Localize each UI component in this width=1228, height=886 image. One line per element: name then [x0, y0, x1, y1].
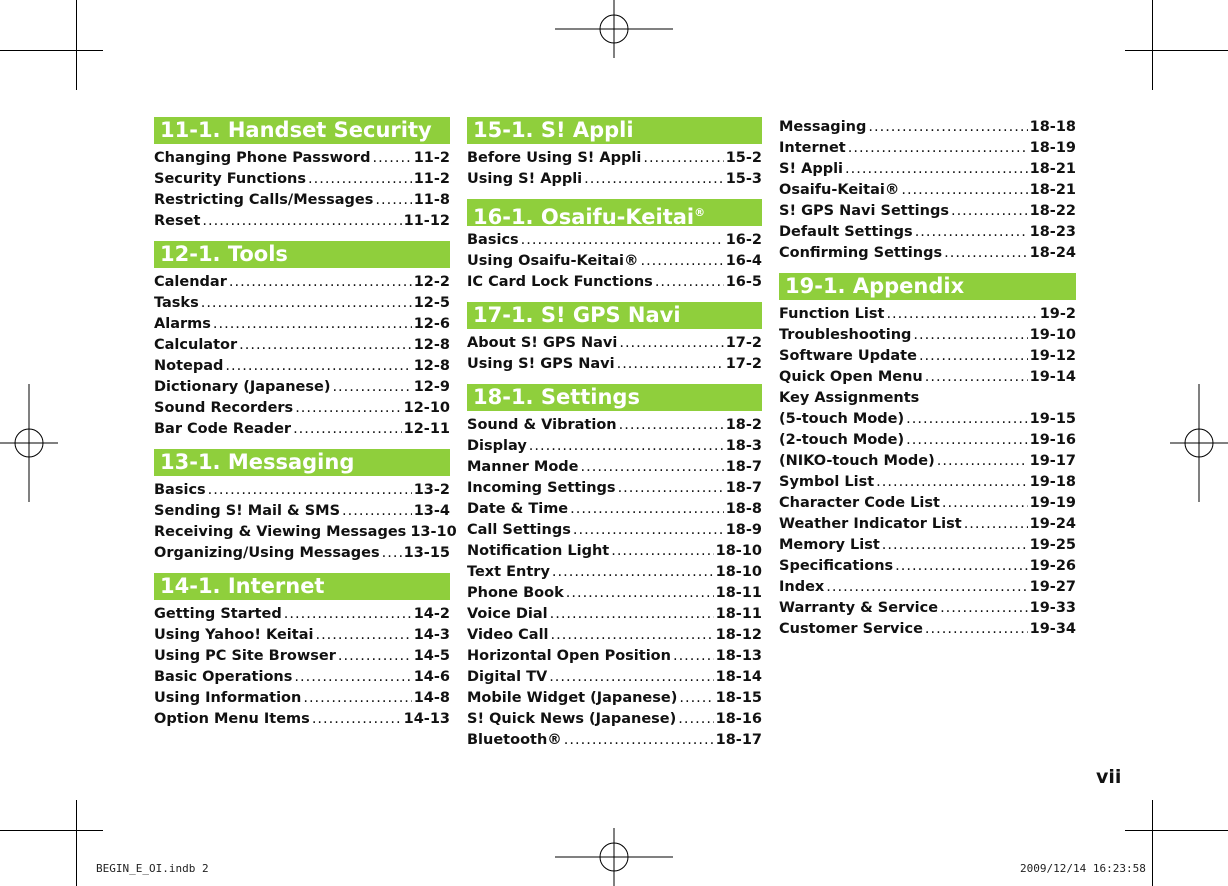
toc-entry-page: 16-4 — [725, 253, 762, 269]
section-heading: 11-1. Handset Security — [154, 117, 450, 144]
toc-entry-page: 17-2 — [725, 335, 762, 351]
dot-leader — [201, 293, 412, 314]
toc-entry[interactable] — [467, 667, 762, 688]
toc-entry-page: 18-23 — [1029, 224, 1076, 240]
dot-leader — [284, 604, 412, 625]
toc-entry-page: 18-19 — [1029, 140, 1076, 156]
toc-entry-title: Sound & Vibration — [467, 417, 617, 433]
dot-leader — [566, 583, 714, 604]
toc-entry-title: Voice Dial — [467, 606, 548, 622]
toc-entry[interactable] — [467, 520, 762, 541]
toc-entry-page: 18-17 — [715, 732, 762, 748]
toc-entry[interactable] — [467, 169, 762, 190]
dot-leader — [342, 501, 412, 522]
toc-entry-page: 11-8 — [413, 192, 450, 208]
dot-leader — [229, 272, 412, 293]
toc-entry-title: Bar Code Reader — [154, 421, 292, 437]
toc-entry-title: Software Update — [779, 348, 917, 364]
toc-entry[interactable] — [467, 251, 762, 272]
dot-leader — [640, 251, 723, 272]
toc-entry-title: Basics — [154, 482, 206, 498]
dot-leader — [619, 415, 724, 436]
toc-entry-title: Changing Phone Password — [154, 150, 371, 166]
toc-entry[interactable] — [154, 169, 450, 190]
toc-entry[interactable] — [779, 493, 1076, 514]
toc-entry-page: 16-5 — [725, 274, 762, 290]
toc-entry-page: 14-2 — [413, 606, 450, 622]
toc-entry[interactable] — [779, 304, 1076, 325]
toc-entry-title: Memory List — [779, 537, 880, 553]
toc-entry[interactable] — [779, 325, 1076, 346]
toc-entry-page: 18-8 — [725, 501, 762, 517]
toc-entry[interactable] — [154, 398, 450, 419]
toc-entry[interactable] — [467, 354, 762, 375]
toc-entry-title: Key Assignments — [779, 390, 920, 406]
toc-entry-page: 18-22 — [1029, 203, 1076, 219]
toc-entry-page: 14-13 — [403, 711, 450, 727]
toc-entry[interactable] — [779, 367, 1076, 388]
toc-entry-title: Organizing/Using Messages — [154, 545, 380, 561]
toc-entry-page: 14-8 — [413, 690, 450, 706]
toc-entry-title: Quick Open Menu — [779, 369, 923, 385]
toc-entry[interactable] — [779, 598, 1076, 619]
toc-entry-title: Internet — [779, 140, 846, 156]
toc-entry[interactable] — [467, 541, 762, 562]
toc-entry[interactable] — [154, 293, 450, 314]
toc-entry[interactable] — [779, 535, 1076, 556]
toc-entry-title: Index — [779, 579, 825, 595]
toc-entry-page: 15-3 — [725, 171, 762, 187]
toc-entry[interactable] — [467, 333, 762, 354]
toc-entry-title: Sound Recorders — [154, 400, 294, 416]
dot-leader — [564, 730, 714, 751]
toc-entry-page: 19-14 — [1029, 369, 1076, 385]
toc-entry-page: 19-26 — [1029, 558, 1076, 574]
toc-entry[interactable] — [467, 604, 762, 625]
toc-entry[interactable] — [779, 556, 1076, 577]
toc-entry-page: 13-4 — [413, 503, 450, 519]
toc-entry-title: Using PC Site Browser — [154, 648, 336, 664]
toc-entry-page: 12-8 — [413, 358, 450, 374]
toc-entry-page: 19-33 — [1029, 600, 1076, 616]
toc-entry[interactable] — [154, 501, 450, 522]
toc-entry[interactable] — [154, 667, 450, 688]
toc-entry[interactable] — [779, 117, 1076, 138]
toc-entry-page: 13-15 — [403, 545, 450, 561]
toc-column-1 — [154, 117, 457, 730]
toc-entry[interactable] — [467, 730, 762, 751]
toc-entry-page: 12-10 — [403, 400, 450, 416]
toc-entry-title: Security Functions — [154, 171, 306, 187]
toc-entry[interactable] — [779, 409, 1076, 430]
dot-leader — [293, 419, 402, 440]
toc-entry[interactable] — [779, 577, 1076, 598]
dot-leader — [303, 688, 411, 709]
dot-leader — [913, 325, 1027, 346]
toc-entry[interactable] — [779, 451, 1076, 472]
toc-entry-page: 18-10 — [715, 543, 762, 559]
dot-leader — [202, 211, 401, 232]
toc-entry-page: 19-27 — [1029, 579, 1076, 595]
dot-leader — [372, 148, 411, 169]
section-heading: 19-1. Appendix — [779, 273, 1076, 300]
dot-leader — [942, 493, 1028, 514]
toc-entry[interactable] — [779, 201, 1076, 222]
dot-leader — [617, 354, 724, 375]
toc-entry-page: 13-10 — [410, 524, 457, 540]
dot-leader — [679, 688, 713, 709]
toc-entry[interactable] — [154, 377, 450, 398]
dot-leader — [584, 169, 724, 190]
toc-entry[interactable] — [467, 478, 762, 499]
toc-entry[interactable] — [779, 159, 1076, 180]
toc-entry-title: Before Using S! Appli — [467, 150, 642, 166]
footer-timestamp: 2009/12/14 16:23:58 — [1020, 862, 1146, 875]
toc-entry-title: Tasks — [154, 295, 199, 311]
toc-entry-title: Confirming Settings — [779, 245, 943, 261]
toc-entry-title: (NIKO-touch Mode) — [779, 453, 935, 469]
toc-entry-title: Notepad — [154, 358, 224, 374]
dot-leader — [643, 148, 723, 169]
toc-entry-title: Sending S! Mail & SMS — [154, 503, 341, 519]
dot-leader — [552, 562, 714, 583]
dot-leader — [338, 646, 412, 667]
toc-entry[interactable] — [154, 190, 450, 211]
toc-entry-title: Weather Indicator List — [779, 516, 962, 532]
page-number: vii — [1096, 766, 1122, 788]
dot-leader — [826, 577, 1027, 598]
toc-entry-title: Digital TV — [467, 669, 548, 685]
toc-entry-page: 17-2 — [725, 356, 762, 372]
toc-entry[interactable] — [154, 522, 457, 543]
toc-entry-title: Using S! GPS Navi — [467, 356, 615, 372]
toc-entry-title: S! Quick News (Japanese) — [467, 711, 677, 727]
toc-entry-title: Messaging — [779, 119, 867, 135]
toc-entry[interactable] — [467, 457, 762, 478]
toc-entry-page: 18-11 — [715, 585, 762, 601]
toc-entry[interactable] — [467, 646, 762, 667]
toc-entry-page: 18-3 — [725, 438, 762, 454]
toc-entry[interactable] — [467, 272, 762, 293]
dot-leader — [529, 436, 724, 457]
toc-entry-page: 18-12 — [715, 627, 762, 643]
toc-entry-title: Date & Time — [467, 501, 569, 517]
toc-entry[interactable] — [779, 472, 1076, 493]
toc-entry-page: 11-2 — [413, 171, 450, 187]
toc-entry-title: Character Code List — [779, 495, 940, 511]
toc-entry[interactable] — [779, 388, 1076, 409]
toc-entry[interactable] — [467, 625, 762, 646]
dot-leader — [618, 478, 724, 499]
toc-entry-title: Call Settings — [467, 522, 571, 538]
section-heading: 18-1. Settings — [467, 384, 762, 411]
toc-entry[interactable] — [154, 211, 450, 232]
toc-entry-page: 18-13 — [715, 648, 762, 664]
dot-leader — [611, 541, 713, 562]
toc-entry-title: Mobile Widget (Japanese) — [467, 690, 678, 706]
toc-entry[interactable] — [779, 346, 1076, 367]
dot-leader — [895, 556, 1027, 577]
toc-entry-title: IC Card Lock Functions — [467, 274, 653, 290]
toc-entry-page: 13-2 — [413, 482, 450, 498]
toc-entry[interactable] — [467, 499, 762, 520]
toc-entry-page: 18-2 — [725, 417, 762, 433]
dot-leader — [549, 667, 713, 688]
toc-entry-page: 19-15 — [1029, 411, 1076, 427]
toc-entry[interactable] — [467, 562, 762, 583]
toc-entry-title: (5-touch Mode) — [779, 411, 905, 427]
toc-entry-title: Basic Operations — [154, 669, 293, 685]
toc-entry[interactable] — [467, 709, 762, 730]
toc-entry[interactable] — [154, 604, 450, 625]
toc-entry-page: 18-15 — [715, 690, 762, 706]
toc-entry-page: 19-17 — [1029, 453, 1076, 469]
toc-entry-page: 19-19 — [1029, 495, 1076, 511]
toc-entry[interactable] — [467, 583, 762, 604]
section-heading: 12-1. Tools — [154, 241, 450, 268]
toc-entry-title: Using Osaifu-Keitai® — [467, 253, 639, 269]
toc-entry-title: Video Call — [467, 627, 549, 643]
toc-entry-page: 19-10 — [1029, 327, 1076, 343]
toc-entry[interactable] — [779, 138, 1076, 159]
dot-leader — [239, 335, 412, 356]
toc-entry-title: Getting Started — [154, 606, 282, 622]
dot-leader — [906, 430, 1027, 451]
toc-entry[interactable] — [779, 222, 1076, 243]
toc-entry-page: 18-21 — [1029, 161, 1076, 177]
toc-entry-title: S! Appli — [779, 161, 844, 177]
toc-entry-page: 18-18 — [1029, 119, 1076, 135]
dot-leader — [375, 190, 411, 211]
toc-entry-page: 12-8 — [413, 337, 450, 353]
toc-entry[interactable] — [154, 625, 450, 646]
toc-entry-page: 11-2 — [413, 150, 450, 166]
toc-entry-page: 19-12 — [1029, 348, 1076, 364]
toc-entry-title: Text Entry — [467, 564, 550, 580]
dot-leader — [225, 356, 411, 377]
toc-entry-title: Using Information — [154, 690, 302, 706]
dot-leader — [213, 314, 412, 335]
toc-entry-page: 12-9 — [413, 379, 450, 395]
dot-leader — [925, 619, 1028, 640]
section-heading: 15-1. S! Appli — [467, 117, 762, 144]
toc-entry-title: Phone Book — [467, 585, 564, 601]
dot-leader — [886, 304, 1037, 325]
dot-leader — [655, 272, 724, 293]
toc-entry-page: 19-2 — [1039, 306, 1076, 322]
toc-entry[interactable] — [154, 480, 450, 501]
toc-entry-title: Using Yahoo! Keitai — [154, 627, 314, 643]
toc-entry-title: Alarms — [154, 316, 211, 332]
dot-leader — [944, 243, 1028, 264]
toc-entry-title: Manner Mode — [467, 459, 579, 475]
dot-leader — [915, 222, 1028, 243]
toc-entry[interactable] — [467, 688, 762, 709]
dot-leader — [925, 367, 1028, 388]
toc-entry-page: 18-9 — [725, 522, 762, 538]
section-heading: 17-1. S! GPS Navi — [467, 302, 762, 329]
dot-leader — [294, 667, 411, 688]
dot-leader — [901, 180, 1027, 201]
toc-entry-title: Customer Service — [779, 621, 923, 637]
toc-entry-title: Notification Light — [467, 543, 610, 559]
toc-entry-page: 18-21 — [1029, 182, 1076, 198]
toc-entry[interactable] — [154, 543, 450, 564]
toc-entry-page: 19-25 — [1029, 537, 1076, 553]
toc-entry[interactable] — [154, 356, 450, 377]
toc-entry-title: Dictionary (Japanese) — [154, 379, 331, 395]
toc-entry-title: Using S! Appli — [467, 171, 583, 187]
toc-entry-page: 18-7 — [725, 480, 762, 496]
toc-entry-title: Troubleshooting — [779, 327, 912, 343]
toc-entry-page: 18-14 — [715, 669, 762, 685]
toc-entry-title: Option Menu Items — [154, 711, 310, 727]
dot-leader — [673, 646, 714, 667]
toc-column-3 — [779, 117, 1076, 640]
dot-leader — [208, 480, 412, 501]
section-heading: 14-1. Internet — [154, 573, 450, 600]
dot-leader — [868, 117, 1027, 138]
toc-entry[interactable] — [154, 314, 450, 335]
dot-leader — [570, 499, 724, 520]
dot-leader — [940, 598, 1028, 619]
dot-leader — [551, 625, 714, 646]
toc-entry[interactable] — [154, 335, 450, 356]
toc-entry-title: Osaifu-Keitai® — [779, 182, 900, 198]
dot-leader — [315, 625, 411, 646]
dot-leader — [332, 377, 411, 398]
toc-entry[interactable] — [467, 148, 762, 169]
dot-leader — [619, 333, 723, 354]
toc-entry[interactable] — [779, 514, 1076, 535]
toc-entry-title: (2-touch Mode) — [779, 432, 905, 448]
toc-entry-title: Reset — [154, 213, 201, 229]
section-heading: 13-1. Messaging — [154, 449, 450, 476]
toc-entry-title: Symbol List — [779, 474, 875, 490]
toc-entry[interactable] — [467, 415, 762, 436]
dot-leader — [876, 472, 1027, 493]
toc-entry-title: Basics — [467, 232, 519, 248]
toc-entry-title: Horizontal Open Position — [467, 648, 671, 664]
toc-entry-page: 19-34 — [1029, 621, 1076, 637]
toc-entry-page: 19-18 — [1029, 474, 1076, 490]
toc-entry-title: Display — [467, 438, 527, 454]
dot-leader — [845, 159, 1028, 180]
toc-entry-page: 18-7 — [725, 459, 762, 475]
dot-leader — [573, 520, 724, 541]
toc-entry[interactable] — [154, 419, 450, 440]
dot-leader — [964, 514, 1028, 535]
toc-entry-page: 18-24 — [1029, 245, 1076, 261]
toc-entry[interactable] — [154, 709, 450, 730]
toc-entry-title: Calculator — [154, 337, 238, 353]
toc-entry-page: 16-2 — [725, 232, 762, 248]
dot-leader — [295, 398, 401, 419]
toc-entry-page: 12-5 — [413, 295, 450, 311]
section-heading: 16-1. Osaifu-Keitai® — [467, 199, 762, 226]
toc-entry-page: 12-2 — [413, 274, 450, 290]
toc-entry-page: 11-12 — [403, 213, 450, 229]
toc-entry[interactable] — [779, 180, 1076, 201]
toc-entry-title: About S! GPS Navi — [467, 335, 618, 351]
dot-leader — [550, 604, 714, 625]
toc-entry-title: Bluetooth® — [467, 732, 562, 748]
dot-leader — [882, 535, 1028, 556]
toc-entry[interactable] — [467, 436, 762, 457]
toc-entry-page: 14-3 — [413, 627, 450, 643]
toc-entry[interactable] — [779, 619, 1076, 640]
toc-entry[interactable] — [154, 148, 450, 169]
toc-entry-title: Incoming Settings — [467, 480, 616, 496]
toc-entry-page: 14-6 — [413, 669, 450, 685]
dot-leader — [919, 346, 1028, 367]
toc-entry[interactable] — [779, 243, 1076, 264]
toc-entry-title: Default Settings — [779, 224, 913, 240]
toc-entry[interactable] — [467, 230, 762, 251]
dot-leader — [678, 709, 713, 730]
toc-entry-page: 18-11 — [715, 606, 762, 622]
toc-entry-title: Restricting Calls/Messages — [154, 192, 374, 208]
toc-entry-title: Receiving & Viewing Messages — [154, 524, 407, 540]
toc-entry-title: Specifications — [779, 558, 894, 574]
dot-leader — [521, 230, 724, 251]
toc-entry[interactable] — [779, 430, 1076, 451]
toc-entry[interactable] — [154, 646, 450, 667]
dot-leader — [848, 138, 1028, 159]
toc-entry-page: 19-16 — [1029, 432, 1076, 448]
toc-entry-title: Warranty & Service — [779, 600, 939, 616]
toc-entry-page: 15-2 — [725, 150, 762, 166]
dot-leader — [308, 169, 412, 190]
toc-column-2 — [467, 117, 762, 751]
toc-entry-page: 12-6 — [413, 316, 450, 332]
toc-entry[interactable] — [154, 272, 450, 293]
dot-leader — [906, 409, 1027, 430]
footer-file: BEGIN_E_OI.indb 2 — [96, 862, 209, 875]
dot-leader — [937, 451, 1028, 472]
toc-entry-page: 12-11 — [403, 421, 450, 437]
toc-entry[interactable] — [154, 688, 450, 709]
dot-leader — [581, 457, 724, 478]
toc-entry-page: 18-10 — [715, 564, 762, 580]
toc-entry-title: Function List — [779, 306, 885, 322]
dot-leader — [951, 201, 1028, 222]
toc-entry-page: 14-5 — [413, 648, 450, 664]
toc-entry-page: 19-24 — [1029, 516, 1076, 532]
dot-leader — [312, 709, 402, 730]
toc-entry-title: Calendar — [154, 274, 227, 290]
dot-leader — [382, 543, 402, 564]
toc-entry-page: 18-16 — [715, 711, 762, 727]
toc-entry-title: S! GPS Navi Settings — [779, 203, 949, 219]
